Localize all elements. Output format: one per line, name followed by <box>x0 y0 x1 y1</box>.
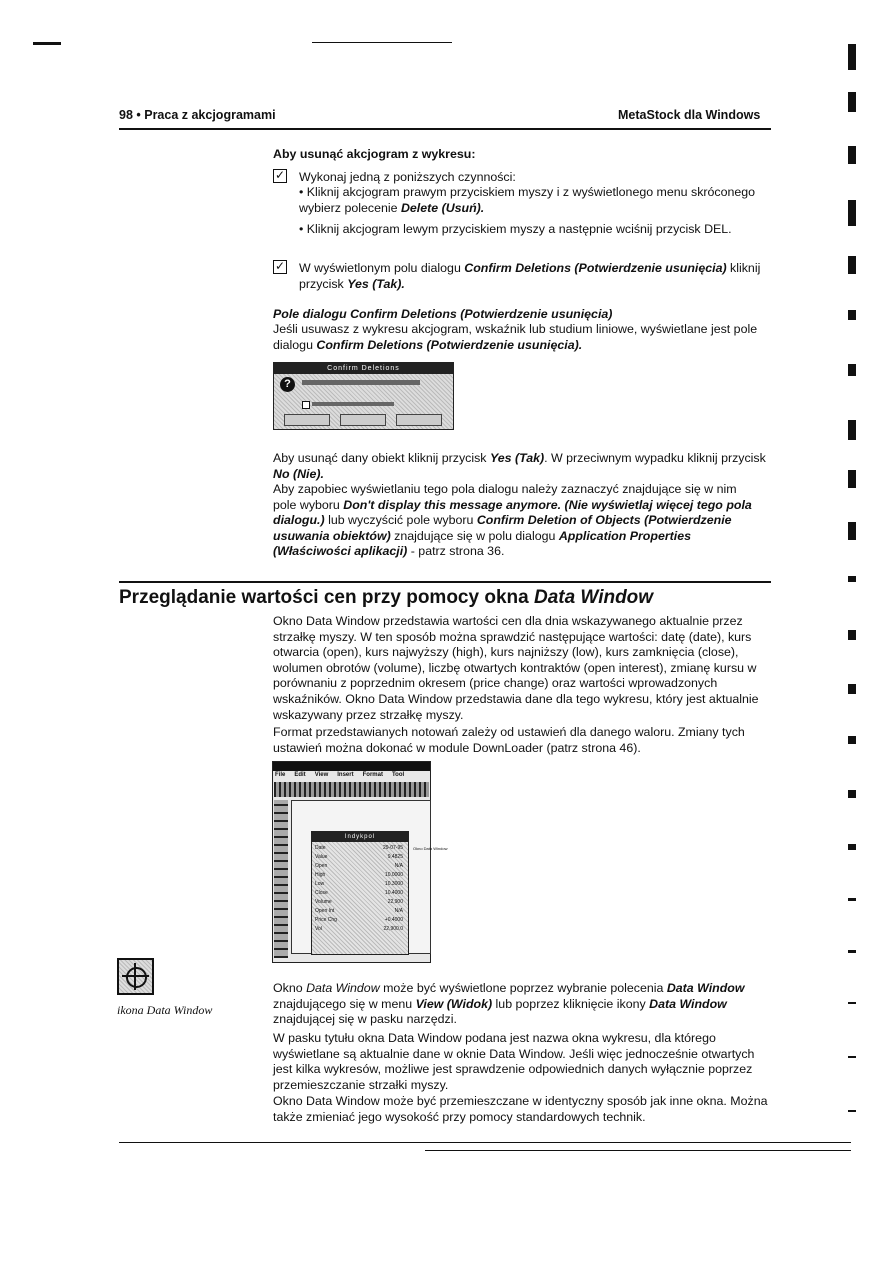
scan-mark <box>848 736 856 744</box>
step1-bullet-b: • Kliknij akcjogram lewym przyciskiem myszy a następnie wciśnij przycisk DEL. <box>299 222 732 236</box>
data-window-title: Indykpol <box>312 832 408 842</box>
scan-mark <box>848 1056 856 1058</box>
confirm-deletions-screenshot <box>273 362 454 430</box>
bottom-rule-2 <box>425 1150 851 1151</box>
section3-p2: W pasku tytułu okna Data Window podana jest nazwa okna wykresu, dla którego wyświetlane są aktualnie dane w oknie Data Window. Jeśli więc jednocześnie otwartych jest kilka wykresów, możliwe jest sprawdzenie odpowiednich danych wyłącznie poprzez przemieszczanie strzałki myszy. <box>273 1031 755 1092</box>
bottom-rule <box>119 1142 851 1143</box>
row-value: 10.0000 <box>384 872 403 878</box>
row-value: 22,900 <box>387 899 403 905</box>
p1-b: Yes (Tak) <box>489 451 545 465</box>
row-label: Value <box>315 854 328 860</box>
checkbox-icon: ✓ <box>274 168 286 182</box>
menu-bar <box>275 772 428 781</box>
row-value: 10.4000 <box>384 890 403 896</box>
data-window-row <box>315 889 403 898</box>
scan-mark <box>848 684 856 694</box>
step1-text: Wykonaj jedną z poniższych czynności: <box>299 170 516 184</box>
dialog-text <box>273 322 773 353</box>
row-value: 9.4825 <box>387 854 403 860</box>
data-window-rows <box>315 844 403 934</box>
prevent-paragraph <box>273 482 763 560</box>
row-value: 10.3000 <box>384 881 403 887</box>
section2-p2: Format przedstawianych notowań zależy od ustawień dla danego waloru. Zmiany tych ustawień można dokonać w module DownLoader (patrz strona 46). <box>273 725 745 755</box>
scan-mark <box>848 522 856 540</box>
menu-tool[interactable]: Tool <box>391 772 405 778</box>
scan-mark <box>848 898 856 901</box>
p2-f: Application Properties (Właściwości aplikacji) <box>273 528 692 559</box>
data-window-row <box>315 916 403 925</box>
dialog-title: Confirm Deletions <box>274 363 453 374</box>
menu-view[interactable]: View <box>314 772 329 778</box>
s3-g: lub poprzez kliknięcie ikony <box>492 996 650 1011</box>
row-label: High <box>315 872 326 878</box>
data-window-row <box>315 907 403 916</box>
p1-a: Aby usunąć dany obiekt kliknij przycisk <box>273 451 490 465</box>
no-button[interactable] <box>340 414 386 426</box>
row-label: Close <box>315 890 328 896</box>
dialog-heading: Pole dialogu Confirm Deletions (Potwierdzenie usunięcia) <box>273 307 613 321</box>
scan-mark <box>848 950 856 953</box>
dialog-text-a: Jeśli usuwasz z wykresu akcjogram, wskaźnik lub studium liniowe, wyświetlane jest pole dialogu <box>273 322 758 352</box>
p2-a: Aby zapobiec wyświetlaniu tego pola dialogu należy zaznaczyć znajdujące się w nim pole wyboru <box>273 482 737 512</box>
scan-mark <box>848 364 856 376</box>
menu-file[interactable]: File <box>275 772 286 778</box>
top-dash <box>33 42 61 45</box>
data-window-row <box>315 871 403 880</box>
row-value: N/A <box>394 863 403 869</box>
app-titlebar <box>273 762 430 771</box>
step2-c: kliknij przycisk <box>299 261 761 291</box>
section3-p3: Okno Data Window może być przemieszczane w identyczny sposób jak inne okna. Można także zmieniać jego wysokość przy pomocy standardowych technik. <box>273 1094 768 1124</box>
menu-insert[interactable]: Insert <box>337 772 354 778</box>
data-window-icon[interactable] <box>117 958 154 995</box>
data-window-row <box>315 862 403 871</box>
dialog-checkbox-line <box>312 402 394 406</box>
p1-d: No (Nie). <box>273 466 324 481</box>
scan-mark <box>848 1110 856 1112</box>
scan-mark <box>848 1002 856 1004</box>
dialog-message-line <box>302 380 420 385</box>
top-hairline <box>312 42 452 43</box>
row-label: Volume <box>315 899 332 905</box>
p2-g: - patrz strona 36. <box>407 544 505 559</box>
p1-c: . W przeciwnym wypadku kliknij przycisk <box>544 451 766 465</box>
data-window-row <box>315 880 403 889</box>
scan-mark <box>848 420 856 440</box>
scan-mark <box>848 310 856 320</box>
scan-mark <box>848 844 856 850</box>
crosshair-icon <box>126 967 147 988</box>
yes-no-paragraph <box>273 451 768 482</box>
row-label: Low <box>315 881 325 887</box>
s3-i: znajdującej się w pasku narzędzi. <box>273 1012 457 1027</box>
row-label: Open Int <box>315 908 335 914</box>
section2-title-b: Data Window <box>533 587 654 608</box>
data-window <box>311 831 409 955</box>
row-label: Open <box>315 863 328 869</box>
scan-mark <box>848 146 856 164</box>
row-value: +0.4000 <box>384 917 403 923</box>
row-value: 22,900.0 <box>383 926 403 932</box>
data-window-screenshot <box>272 761 448 963</box>
s3-e: znajdującego się w menu <box>273 996 416 1011</box>
row-value: 29-07-95 <box>382 845 403 851</box>
s3-f: View (Widok) <box>415 996 493 1011</box>
header-right: MetaStock dla Windows <box>618 108 761 122</box>
step2-text <box>299 261 769 292</box>
row-label: Price Chg <box>315 917 337 923</box>
bullet-a-text: • Kliknij akcjogram prawym przyciskiem myszy i z wyświetlonego menu skróconego wybierz polecenie <box>299 185 756 215</box>
p2-d: Confirm Deletion of Objects (Potwierdzenie usuwania obiektów) <box>273 513 732 543</box>
section3-p1 <box>273 981 768 1028</box>
section2-title <box>119 587 653 609</box>
toolbar <box>274 782 429 797</box>
s3-b: Data Window <box>306 981 380 995</box>
s3-h: Data Window <box>649 996 727 1011</box>
step1-bullet-a <box>299 185 759 216</box>
s3-a: Okno <box>273 981 307 995</box>
checkbox-icon: ✓ <box>274 259 286 273</box>
scan-mark <box>848 44 856 70</box>
data-window-row <box>315 853 403 862</box>
scan-mark <box>848 200 856 226</box>
header-rule <box>119 128 771 130</box>
p2-e: znajdujące się w polu dialogu <box>390 528 559 543</box>
delete-command: Delete (Usuń). <box>400 200 485 215</box>
p2-c: lub wyczyścić pole wyboru <box>324 513 477 528</box>
menu-edit[interactable]: Edit <box>294 772 306 778</box>
row-label: Vol <box>315 926 322 932</box>
scan-mark <box>848 790 856 798</box>
scan-mark <box>848 576 856 582</box>
row-label: Date <box>315 845 326 851</box>
dialog-text-b: Confirm Deletions (Potwierdzenie usunięcia). <box>316 337 583 352</box>
help-button[interactable] <box>396 414 442 426</box>
section1-title: Aby usunąć akcjogram z wykresu: <box>273 147 476 161</box>
section2-p1: Okno Data Window przedstawia wartości cen dla dnia wskazywanego aktualnie przez strzałkę myszy. W ten sposób można sprawdzić następujące wartości: datę (date), kurs otwarcia (open), kurs najwyższy (high), kurs najniższy (low), kurs zamknięcia (close), wolumen obrotów (volume), liczbę otwartych kontraktów (open interest), zmianę kursu w porównaniu z poprzednim okresem (price change) oraz wartości wprowadzonych wskaźników. Okno Data Window przedstawia dane dla tego wykresu, który jest aktualnie wskazywany przez strzałkę myszy. <box>273 614 759 722</box>
crosshair-v <box>134 963 136 990</box>
step2-a: W wyświetlonym polu dialogu <box>299 261 465 275</box>
s3-d: Data Window <box>666 981 745 995</box>
data-window-row <box>315 844 403 853</box>
scan-mark <box>848 256 856 274</box>
step2-d: Yes (Tak). <box>347 276 405 291</box>
p2-b: Don't display this message anymore. (Nie wyświetlaj więcej tego pola dialogu.) <box>273 497 752 528</box>
yes-button[interactable] <box>284 414 330 426</box>
left-toolbar <box>274 800 288 958</box>
scan-mark <box>848 470 856 488</box>
section-rule <box>119 581 771 583</box>
data-window-row <box>315 925 403 934</box>
scan-mark <box>848 92 856 112</box>
menu-format[interactable]: Format <box>362 772 383 778</box>
section2-title-a: Przeglądanie wartości cen przy pomocy okna <box>119 587 534 608</box>
window-callout: Okno Data Window <box>413 846 448 851</box>
step2-b: Confirm Deletions (Potwierdzenie usunięcia) <box>464 261 727 275</box>
icon-caption: ikona Data Window <box>117 1003 213 1017</box>
s3-c: może być wyświetlone poprzez wybranie polecenia <box>379 981 667 995</box>
scan-mark <box>848 630 856 640</box>
row-value: N/A <box>394 908 403 914</box>
data-window-row <box>315 898 403 907</box>
header-left: 98 • Praca z akcjogramami <box>119 108 276 122</box>
dialog-checkbox <box>302 401 310 409</box>
question-icon: ? <box>280 377 295 392</box>
